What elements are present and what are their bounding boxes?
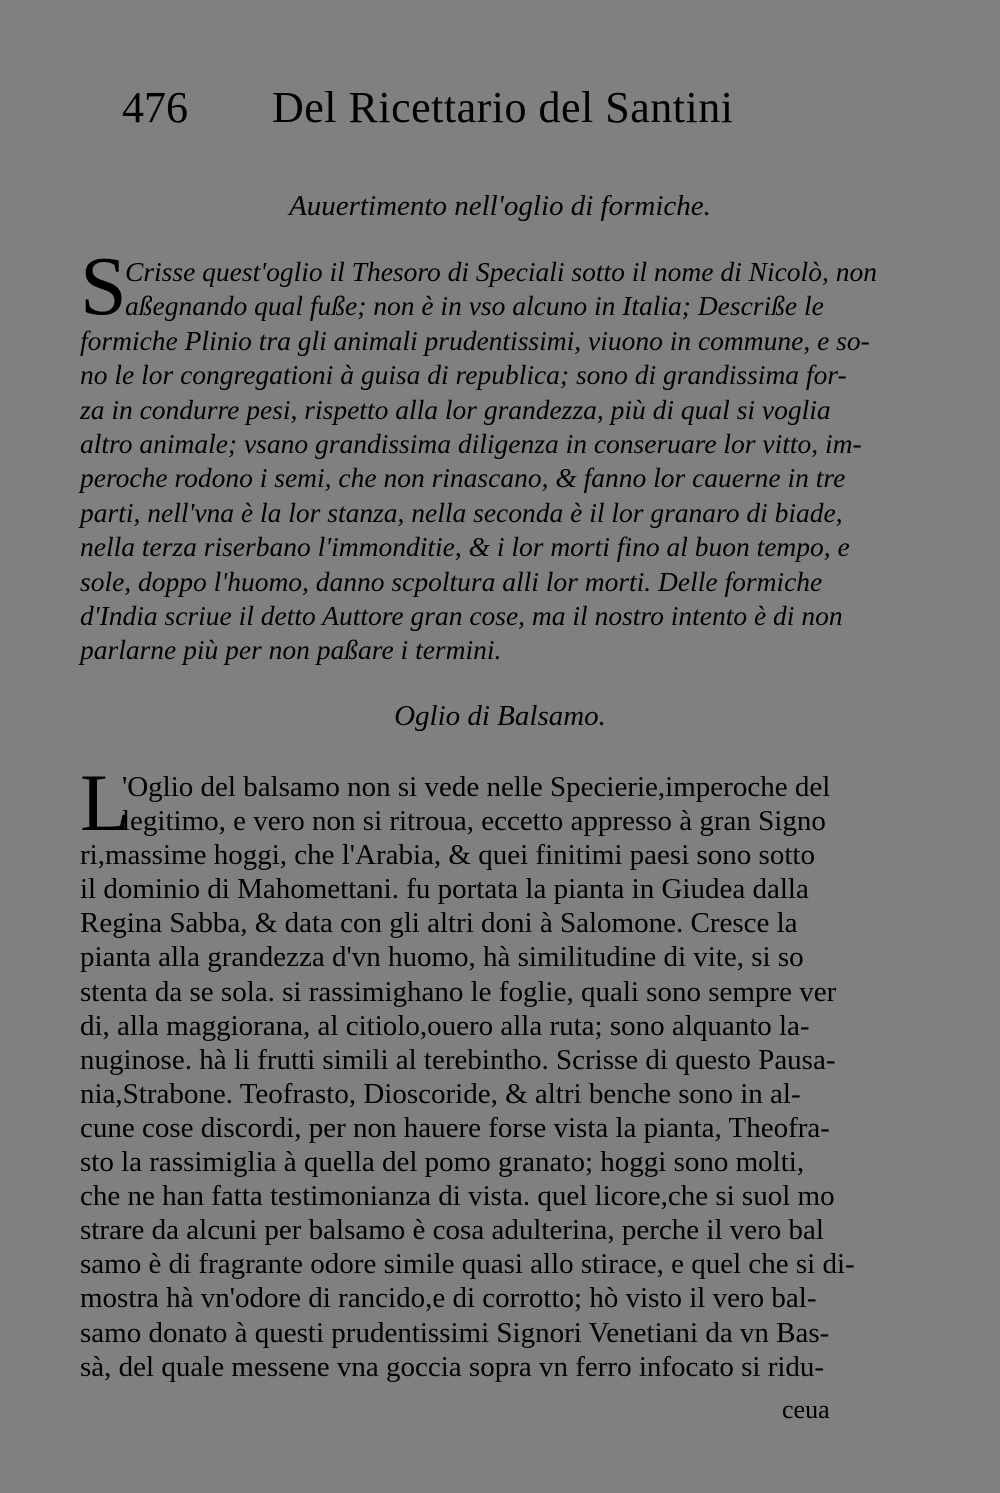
text-line: peroche rodono i semi, che non rinascano, & fanno lor cauerne in tre [80,462,846,494]
text-line: sà, del quale messene vna goccia sopra vn ferro infocato si ridu- [80,1350,825,1383]
page-header [122,82,762,142]
text-line: d'India scriue il detto Auttore gran cose, ma il nostro intento è di non [80,599,843,631]
text-line: mostra hà vn'odore di rancido,e di corrotto; hò visto il vero bal- [80,1282,817,1315]
text-line: nia,Strabone. Teofrasto, Dioscoride, & altri benche sono in al- [80,1077,801,1110]
text-line: altro animale; vsano grandissima diligenza in conseruare lor vitto, im- [80,427,862,459]
text-line: il dominio di Mahomettani. fu portata la pianta in Giudea dalla [80,873,809,906]
text-line: pianta alla grandezza d'vn huomo, hà similitudine di vite, si so [80,941,804,974]
text-line: aßegnando qual fuße; non è in vso alcuno in Italia; Descriße le [125,290,824,322]
text-line: Crisse quest'oglio il Thesoro di Speciali sotto il nome di Nicolò, non [125,256,877,287]
running-head: Del Ricettario del Santini [272,83,734,132]
text-line: parlarne più per non paßare i termini. [80,634,502,666]
text-line: samo è di fragrante odore simile quasi allo stirace, e quel che si di- [80,1248,855,1281]
text-line: cune cose discordi, per non hauere forse vista la pianta, Theofra- [80,1111,830,1144]
paragraph-balsamo [80,757,900,1384]
section-heading-formiche: Auuertimento nell'oglio di formiche. [289,190,711,222]
drop-cap: S [80,240,127,333]
text-line: samo donato à questi prudentissimi Signori Venetiani da vn Bas- [80,1316,830,1349]
text-line: parti, nell'vna è la lor stanza, nella seconda è il lor granaro di biade, [80,496,843,528]
text-line: Regina Sabba, & data con gli altri doni à Salomone. Cresce la [80,907,798,940]
text-line: nella terza riserbano l'immonditie, & i lor morti fino al buon tempo, e [80,531,850,563]
section-heading-balsamo: Oglio di Balsamo. [394,700,606,732]
paragraph-formiche [80,240,900,668]
page-number: 476 [122,83,188,132]
text-line: di, alla maggiorana, al citiolo,ouero alla ruta; sono alquanto la- [80,1009,810,1042]
text-line: za in condurre pesi, rispetto alla lor grandezza, più di qual si voglia [80,393,831,425]
text-line: che ne han fatta testimonianza di vista. quel licore,che si suol mo [80,1180,835,1213]
text-line: strare da alcuni per balsamo è cosa adulterina, perche il vero bal [80,1214,824,1247]
text-line: nuginose. hà li frutti simili al terebintho. Scrisse di questo Pausa- [80,1043,836,1076]
text-line: no le lor congregationi à guisa di republica; sono di grandissima for- [80,359,847,391]
text-line: sto la rassimiglia à quella del pomo granato; hoggi sono molti, [80,1146,805,1179]
text-line: ri,massime hoggi, che l'Arabia, & quei finitimi paesi sono sotto [80,839,815,872]
text-line: legitimo, e vero non si ritroua, eccetto appresso à gran Signo [122,805,826,838]
text-line: formiche Plinio tra gli animali prudentissimi, viuono in commune, e so- [80,324,870,356]
catchword: ceua [782,1395,830,1424]
text-line: stenta da se sola. si rassimighano le foglie, quali sono sempre ver [80,975,837,1008]
drop-cap: L [80,757,131,848]
text-line: sole, doppo l'huomo, danno scpoltura alli lor morti. Delle formiche [80,565,823,597]
text-line: 'Oglio del balsamo non si vede nelle Specierie,imperoche del [122,771,831,803]
